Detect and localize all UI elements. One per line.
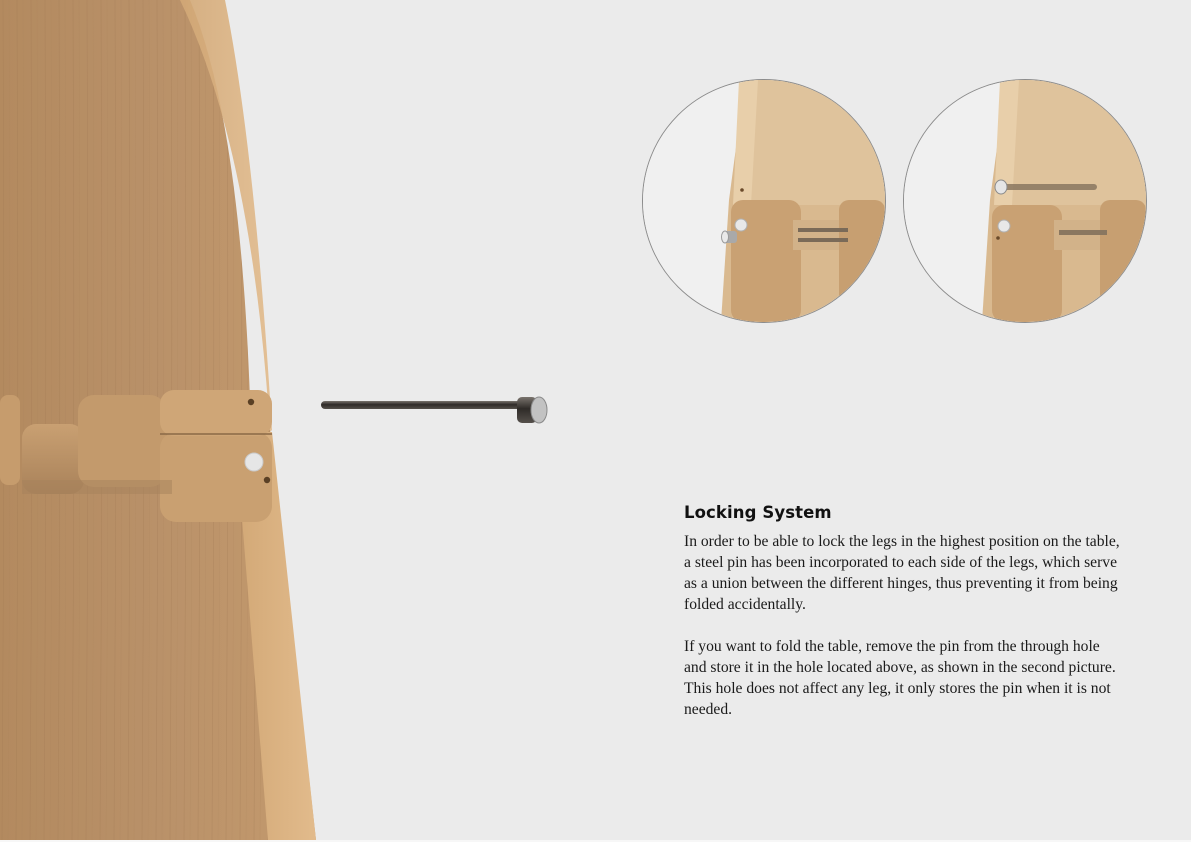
locking-system-section bbox=[684, 503, 1124, 741]
wooden-leg-image bbox=[0, 0, 340, 840]
section-title: Locking System bbox=[684, 503, 832, 522]
detail-image-pin-inserted bbox=[642, 79, 886, 323]
detail-image-pin-stored bbox=[903, 79, 1147, 323]
steel-pin-image bbox=[320, 394, 550, 426]
description-paragraph-1: In order to be able to lock the legs in the highest position on the table, a steel pin has been incorporated to each side of the legs, which serve as a union between the different hinges, thus preventing it from being folded accidentally. bbox=[684, 533, 1120, 613]
description-paragraph-2: If you want to fold the table, remove the pin from the through hole and store it in the hole located above, as shown in the second picture. This hole does not affect any leg, it only stores the pin when it is not needed. bbox=[684, 638, 1116, 718]
